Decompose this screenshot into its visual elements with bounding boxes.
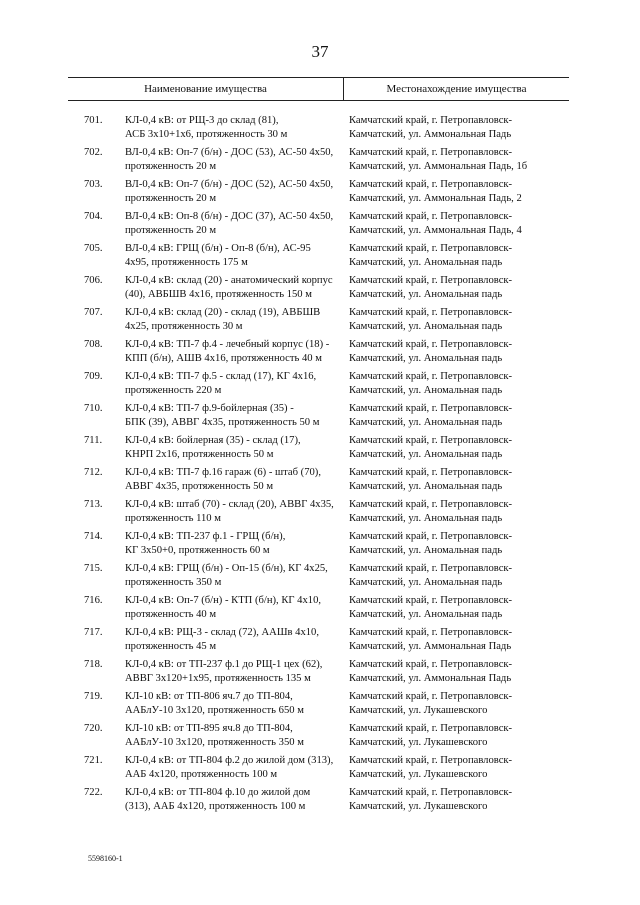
property-location-line2: Камчатский, ул. Лукашевского: [349, 736, 488, 748]
property-location-line1: Камчатский край, г. Петропавловск-: [349, 243, 513, 254]
property-name-line1: ВЛ-0,4 кВ: Оп-8 (б/н) - ДОС (37), АС-50 4х50,: [125, 211, 334, 222]
property-name-line2: КПП (б/н), АШВ 4х16, протяженность 40 м: [125, 352, 322, 364]
property-name-line1: КЛ-0,4 кВ: от ТП-804 ф.2 до жилой дом (313),: [125, 755, 334, 766]
property-name-line1: КЛ-0,4 кВ: склад (20) - склад (19), АВБШВ: [125, 307, 321, 318]
property-location-line2: Камчатский, ул. Лукашевского: [349, 704, 488, 716]
property-location-line1: Камчатский край, г. Петропавловск-: [349, 691, 513, 702]
property-location-line2: Камчатский, ул. Аномальная падь: [349, 384, 503, 396]
property-name-line1: ВЛ-0,4 кВ: ГРЩ (б/н) - Оп-8 (б/н), АС-95: [125, 243, 311, 254]
property-location-line1: Камчатский край, г. Петропавловск-: [349, 211, 513, 222]
property-location-line2: Камчатский, ул. Аномальная падь: [349, 608, 503, 620]
property-location-line1: Камчатский край, г. Петропавловск-: [349, 179, 513, 190]
property-name: [125, 754, 345, 781]
property-location-line2: Камчатский, ул. Лукашевского: [349, 768, 488, 780]
property-name: [125, 274, 345, 301]
property-name-line2: протяженность 20 м: [125, 224, 217, 236]
property-name: [125, 722, 345, 749]
table-row: [0, 306, 640, 338]
property-location-line1: Камчатский край, г. Петропавловск-: [349, 595, 513, 606]
property-location: [349, 786, 539, 813]
row-number: 720.: [84, 723, 103, 734]
property-name-line2: АВВГ 4х35, протяженность 50 м: [125, 480, 274, 492]
table-row: [0, 434, 640, 466]
property-name-line2: протяженность 350 м: [125, 576, 222, 588]
property-location-line2: Камчатский, ул. Аномальная падь: [349, 352, 503, 364]
table-row: [0, 402, 640, 434]
property-name: [125, 338, 345, 365]
property-location-line2: Камчатский, ул. Аномальная падь: [349, 576, 503, 588]
property-location: [349, 754, 539, 781]
table-row: [0, 786, 640, 818]
property-name-line1: КЛ-0,4 кВ: ТП-237 ф.1 - ГРЩ (б/н),: [125, 531, 286, 542]
property-location-line2: Камчатский, ул. Аммональная Падь, 2: [349, 192, 522, 204]
property-location-line2: Камчатский, ул. Аномальная падь: [349, 288, 503, 300]
property-name-line1: КЛ-0,4 кВ: ТП-7 ф.5 - склад (17), КГ 4х16,: [125, 371, 317, 382]
property-name-line2: протяженность 110 м: [125, 512, 221, 524]
row-number: 703.: [84, 179, 103, 190]
property-name-line2: ААБлУ-10 3х120, протяженность 650 м: [125, 704, 304, 716]
row-number: 721.: [84, 755, 103, 766]
property-name-line2: 4х95, протяженность 175 м: [125, 256, 248, 268]
property-location: [349, 178, 539, 205]
property-location-line1: Камчатский край, г. Петропавловск-: [349, 339, 513, 350]
property-location-line1: Камчатский край, г. Петропавловск-: [349, 627, 513, 638]
property-location: [349, 434, 539, 461]
property-name: [125, 242, 345, 269]
table-header: [68, 77, 569, 101]
property-location-line2: Камчатский, ул. Аномальная падь: [349, 448, 503, 460]
property-name-line1: КЛ-0,4 кВ: бойлерная (35) - склад (17),: [125, 435, 301, 446]
table-row: [0, 530, 640, 562]
property-location-line2: Камчатский, ул. Аммональная Падь, 1б: [349, 160, 528, 172]
property-name-line1: КЛ-0,4 кВ: штаб (70) - склад (20), АВВГ 4х35,: [125, 499, 334, 510]
document-code: 5598160-1: [88, 854, 123, 863]
property-location-line1: Камчатский край, г. Петропавловск-: [349, 275, 513, 286]
property-location: [349, 114, 539, 141]
property-location: [349, 338, 539, 365]
property-location-line1: Камчатский край, г. Петропавловск-: [349, 723, 513, 734]
property-location-line1: Камчатский край, г. Петропавловск-: [349, 467, 513, 478]
table-row: [0, 498, 640, 530]
property-location-line1: Камчатский край, г. Петропавловск-: [349, 115, 513, 126]
property-location-line2: Камчатский, ул. Аммональная Падь: [349, 672, 512, 684]
row-number: 709.: [84, 371, 103, 382]
property-location-line2: Камчатский, ул. Лукашевского: [349, 800, 488, 812]
property-location-line1: Камчатский край, г. Петропавловск-: [349, 787, 513, 798]
row-number: 716.: [84, 595, 103, 606]
property-location: [349, 498, 539, 525]
row-number: 718.: [84, 659, 103, 670]
property-name-line1: ВЛ-0,4 кВ: Оп-7 (б/н) - ДОС (53), АС-50 4х50,: [125, 147, 334, 158]
property-name-line1: КЛ-0,4 кВ: РЩ-3 - склад (72), ААШв 4х10,: [125, 627, 319, 638]
row-number: 711.: [84, 435, 103, 446]
property-name: [125, 690, 345, 717]
row-number: 713.: [84, 499, 103, 510]
table-row: [0, 178, 640, 210]
table-row: [0, 690, 640, 722]
property-name-line2: протяженность 20 м: [125, 192, 217, 204]
property-name: [125, 434, 345, 461]
row-number: 715.: [84, 563, 103, 574]
property-location-line2: Камчатский, ул. Аномальная падь: [349, 480, 503, 492]
property-location: [349, 530, 539, 557]
property-name-line1: КЛ-0,4 кВ: от РЩ-3 до склад (81),: [125, 115, 279, 126]
property-location-line2: Камчатский, ул. Аномальная падь: [349, 256, 503, 268]
property-name: [125, 530, 345, 557]
header-location-column: Местонахождение имущества: [386, 83, 527, 95]
property-name-line2: АВВГ 3х120+1х95, протяженность 135 м: [125, 672, 311, 684]
property-name-line2: КНРП 2х16, протяженность 50 м: [125, 448, 274, 460]
property-location-line2: Камчатский, ул. Аммональная Падь, 4: [349, 224, 522, 236]
row-number: 719.: [84, 691, 103, 702]
row-number: 714.: [84, 531, 103, 542]
property-location: [349, 658, 539, 685]
page-number: 37: [311, 42, 329, 61]
property-name: [125, 594, 345, 621]
row-number: 708.: [84, 339, 103, 350]
row-number: 717.: [84, 627, 103, 638]
property-name-line2: ААБлУ-10 3х120, протяженность 350 м: [125, 736, 304, 748]
property-name-line1: КЛ-10 кВ: от ТП-806 яч.7 до ТП-804,: [125, 691, 293, 702]
property-name: [125, 402, 345, 429]
table-row: [0, 658, 640, 690]
property-name-line1: КЛ-0,4 кВ: от ТП-804 ф.10 до жилой дом: [125, 787, 311, 798]
property-location-line1: Камчатский край, г. Петропавловск-: [349, 531, 513, 542]
row-number: 702.: [84, 147, 103, 158]
row-number: 701.: [84, 115, 103, 126]
row-number: 704.: [84, 211, 103, 222]
property-location-line2: Камчатский, ул. Аномальная падь: [349, 416, 503, 428]
property-name-line1: КЛ-0,4 кВ: ГРЩ (б/н) - Оп-15 (б/н), КГ 4х25,: [125, 563, 328, 574]
property-name: [125, 562, 345, 589]
property-name-line1: КЛ-0,4 кВ: от ТП-237 ф.1 до РЩ-1 цех (62),: [125, 659, 323, 670]
property-name-line1: ВЛ-0,4 кВ: Оп-7 (б/н) - ДОС (52), АС-50 4х50,: [125, 179, 334, 190]
row-number: 712.: [84, 467, 103, 478]
property-location-line1: Камчатский край, г. Петропавловск-: [349, 563, 513, 574]
property-name: [125, 786, 345, 813]
property-location-line1: Камчатский край, г. Петропавловск-: [349, 371, 513, 382]
property-name-line2: протяженность 20 м: [125, 160, 217, 172]
property-name-line2: (313), ААБ 4х120, протяженность 100 м: [125, 800, 306, 812]
table-row: [0, 210, 640, 242]
property-name-line2: КГ 3х50+0, протяженность 60 м: [125, 544, 270, 556]
property-name: [125, 210, 345, 237]
property-location-line2: Камчатский, ул. Аномальная падь: [349, 320, 503, 332]
row-number: 706.: [84, 275, 103, 286]
property-name: [125, 306, 345, 333]
property-location-line1: Камчатский край, г. Петропавловск-: [349, 755, 513, 766]
header-name-column: Наименование имущества: [68, 78, 344, 100]
property-name-line1: КЛ-0,4 кВ: ТП-7 ф.9-бойлерная (35) -: [125, 403, 294, 414]
property-location: [349, 562, 539, 589]
property-name-line2: ААБ 4х120, протяженность 100 м: [125, 768, 278, 780]
table-row: [0, 146, 640, 178]
property-table-body: [0, 114, 640, 818]
property-name: [125, 146, 345, 173]
property-location-line2: Камчатский, ул. Аномальная падь: [349, 544, 503, 556]
property-name-line1: КЛ-10 кВ: от ТП-895 яч.8 до ТП-804,: [125, 723, 293, 734]
table-row: [0, 562, 640, 594]
table-row: [0, 626, 640, 658]
property-name-line2: 4х25, протяженность 30 м: [125, 320, 243, 332]
property-name: [125, 466, 345, 493]
property-name-line2: АСБ 3х10+1х6, протяженность 30 м: [125, 128, 288, 140]
row-number: 705.: [84, 243, 103, 254]
table-row: [0, 114, 640, 146]
property-location-line1: Камчатский край, г. Петропавловск-: [349, 435, 513, 446]
property-location: [349, 242, 539, 269]
property-location: [349, 146, 539, 173]
property-location-line2: Камчатский, ул. Аномальная падь: [349, 512, 503, 524]
row-number: 722.: [84, 787, 103, 798]
property-location-line2: Камчатский, ул. Аммональная Падь: [349, 128, 512, 140]
property-name-line2: протяженность 220 м: [125, 384, 222, 396]
property-name-line1: КЛ-0,4 кВ: склад (20) - анатомический корпус: [125, 275, 333, 286]
property-location-line1: Камчатский край, г. Петропавловск-: [349, 499, 513, 510]
property-location-line1: Камчатский край, г. Петропавловск-: [349, 403, 513, 414]
table-row: [0, 722, 640, 754]
property-name: [125, 626, 345, 653]
table-row: [0, 274, 640, 306]
table-row: [0, 338, 640, 370]
property-name: [125, 114, 345, 141]
property-location-line1: Камчатский край, г. Петропавловск-: [349, 307, 513, 318]
table-row: [0, 594, 640, 626]
property-name-line2: БПК (39), АВВГ 4х35, протяженность 50 м: [125, 416, 320, 428]
property-location: [349, 626, 539, 653]
property-location-line1: Камчатский край, г. Петропавловск-: [349, 659, 513, 670]
property-name-line1: КЛ-0,4 кВ: ТП-7 ф.16 гараж (6) - штаб (70),: [125, 467, 321, 478]
table-row: [0, 466, 640, 498]
property-name-line2: протяженность 45 м: [125, 640, 217, 652]
table-row: [0, 370, 640, 402]
property-location: [349, 466, 539, 493]
row-number: 707.: [84, 307, 103, 318]
property-location: [349, 402, 539, 429]
property-name: [125, 498, 345, 525]
property-location: [349, 306, 539, 333]
property-location: [349, 690, 539, 717]
property-name-line1: КЛ-0,4 кВ: ТП-7 ф.4 - лечебный корпус (18) -: [125, 339, 330, 350]
property-location: [349, 210, 539, 237]
property-name: [125, 658, 345, 685]
property-location: [349, 274, 539, 301]
property-location: [349, 722, 539, 749]
property-location-line1: Камчатский край, г. Петропавловск-: [349, 147, 513, 158]
property-name-line1: КЛ-0,4 кВ: Оп-7 (б/н) - КТП (б/н), КГ 4х10,: [125, 595, 322, 606]
property-name-line2: (40), АВБШВ 4х16, протяженность 150 м: [125, 288, 312, 300]
property-name-line2: протяженность 40 м: [125, 608, 217, 620]
property-name: [125, 178, 345, 205]
table-row: [0, 242, 640, 274]
table-row: [0, 754, 640, 786]
property-name: [125, 370, 345, 397]
property-location-line2: Камчатский, ул. Аммональная Падь: [349, 640, 512, 652]
property-location: [349, 594, 539, 621]
property-location: [349, 370, 539, 397]
row-number: 710.: [84, 403, 103, 414]
